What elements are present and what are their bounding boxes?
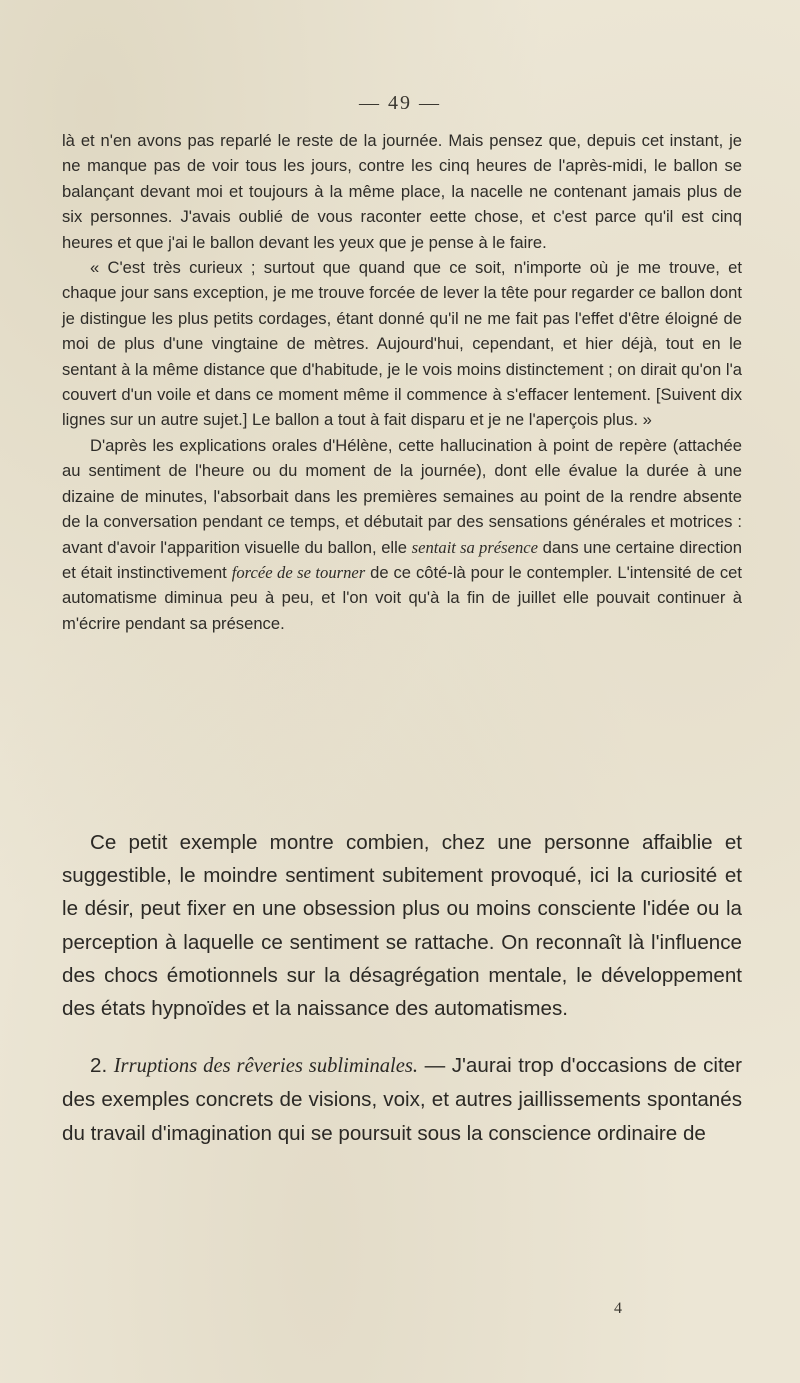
section-number: 2. (90, 1054, 108, 1078)
main-text-block (62, 826, 742, 1150)
commentary-text-a: D'après les explications orales d'Hélène, cette hallucination à point de repère (attachée au sentiment de l'heure ou du moment de la journée), dont elle évalue la durée à une dizaine de minutes, l'absorbait dans les premières semaines au point de la rendre absente de la conversation pendant ce temps, et débutait par des sensations générales et motrices : avant d'avoir l'apparition visuelle du ballon, elle (62, 435, 742, 557)
quote-paragraph-2: « C'est très curieux ; surtout que quand que ce soit, n'importe où je me trouve, et chaque jour sans exception, je me trouve forcée de lever la tête pour regarder ce ballon dont je distingue les plus petits cordages, étant donné qu'il ne me fait pas l'effet d'être éloigné de moi de plus d'une vingtaine de mètres. Aujourd'hui, cependant, et hier déjà, tout en le sentant à la même distance que d'habitude, je le vois moins distinctement ; on dirait qu'on l'a couvert d'un voile et dans ce moment même il commence à s'effacer lentement. [Suivent dix lignes sur un autre sujet.] Le ballon a tout à fait disparu et je ne l'aperçois plus. » (62, 258, 742, 430)
commentary-text-c: de ce côté-là pour le contempler. L'intensité de cet automatisme diminua peu à peu, et l'on voit qu'à la fin de juillet elle pouvait continuer à m'écrire pendant sa présence. (62, 562, 742, 633)
body-paragraph-1: Ce petit exemple montre combien, chez une personne affaiblie et suggestible, le moindre sentiment subitement provoqué, ici la curiosité et le désir, peut fixer en une obsession plus ou moins consciente l'idée ou la perception à laquelle ce sentiment se rattache. On reconnaît là l'influence des chocs émotionnels sur la désagrégation mentale, le développement des états hypnoïdes et la naissance des automatismes. (62, 831, 742, 1021)
commentary-paragraph (62, 433, 742, 636)
page-number: — 49 — (359, 92, 441, 114)
quoted-letter-block (62, 128, 742, 636)
italic-sentait-sa-presence: sentait sa présence (411, 537, 538, 557)
section-title: Irruptions des rêveries subliminales. (113, 1055, 419, 1078)
section-paragraph-2 (62, 1049, 742, 1150)
commentary-text-b: dans une certaine direction et était instinctivement (62, 537, 742, 582)
italic-forcee-de-se-tourner: forcée de se tourner (231, 562, 366, 582)
signature-mark: 4 (614, 1300, 622, 1317)
quote-paragraph-1: là et n'en avons pas reparlé le reste de la journée. Mais pensez que, depuis cet instant, je ne manque pas de voir tous les jours, contre les cinq heures de l'après-midi, le ballon se balançant devant moi et toujours à la même place, la nacelle ne contenant jamais plus de six personnes. J'avais oublié de vous raconter eette chose, et c'est parce qu'il est cinq heures et que j'ai le ballon devant les yeux que je pense à le faire. (62, 131, 742, 252)
section-text: — J'aurai trop d'occasions de citer des exemples concrets de visions, voix, et autres jaillissements spontanés du travail d'imagination qui se poursuit sous la conscience ordinaire de (62, 1054, 742, 1145)
